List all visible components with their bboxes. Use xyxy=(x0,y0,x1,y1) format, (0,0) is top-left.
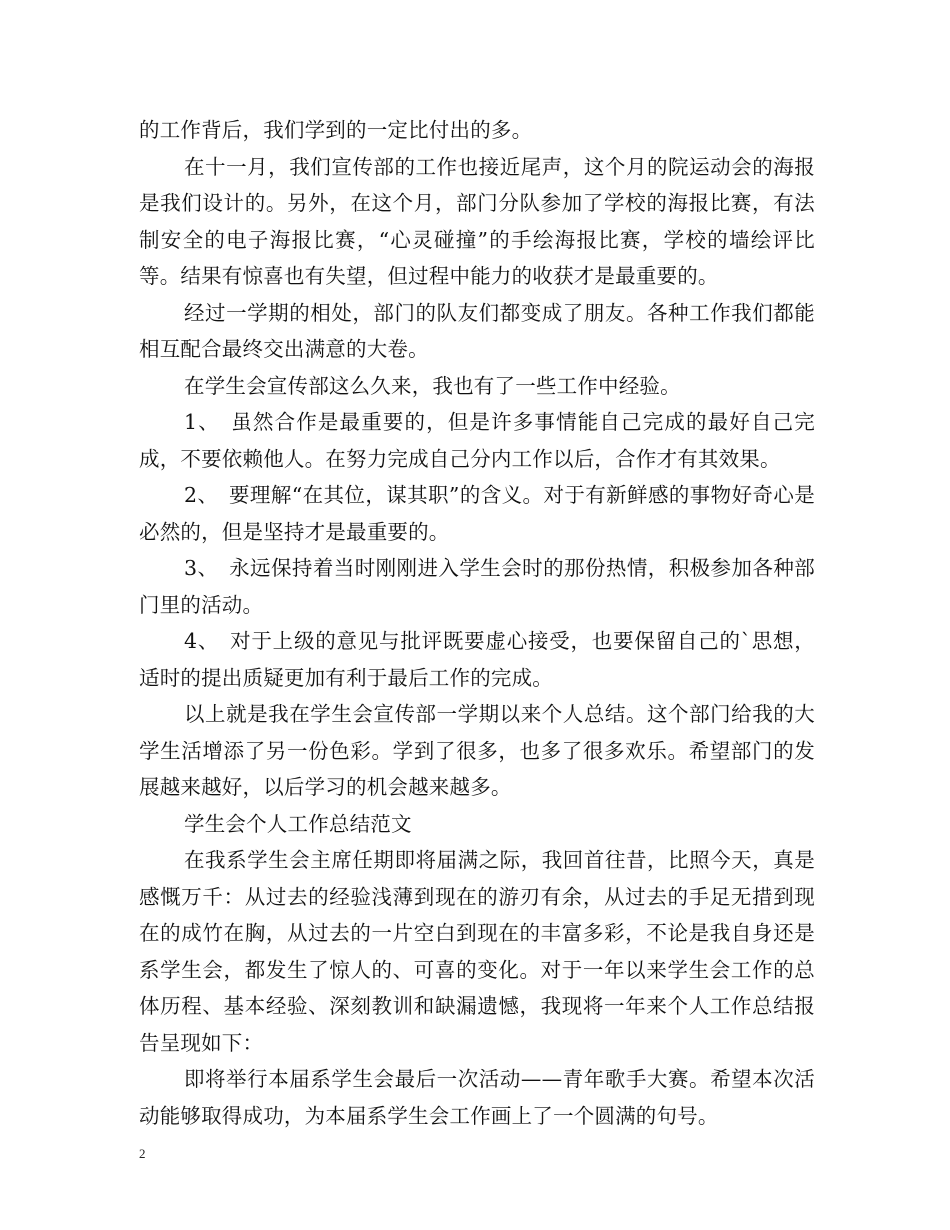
paragraph: 即将举行本届系学生会最后一次活动——青年歌手大赛。希望本次活动能够取得成功，为本届系学生会工作画上了一个圆满的句号。 xyxy=(139,1067,815,1128)
paragraph: 的工作背后，我们学到的一定比付出的多。 xyxy=(139,118,533,142)
page-number: 2 xyxy=(139,1146,146,1161)
section-heading: 学生会个人工作总结范文 xyxy=(184,811,412,836)
list-item: 4、 对于上级的意见与批评既要虚心接受，也要保留自己的`思想，适时的提出质疑更加有利于最后工作的完成。 xyxy=(139,629,815,690)
paragraph: 在我系学生会主席任期即将届满之际，我回首往昔，比照今天，真是感慨万千：从过去的经验浅薄到现在的游刃有余，从过去的手足无措到现在的成竹在胸，从过去的一片空白到现在的丰富多彩，不论是我自身还是系学生会，都发生了惊人的、可喜的变化。对于一年以来学生会工作的总体历程、基本经验、深刻教训和缺漏遗憾，我现将一年来个人工作总结报告呈现如下： xyxy=(139,848,815,1055)
list-item: 3、 永远保持着当时刚刚进入学生会时的那份热情，积极参加各种部门里的活动。 xyxy=(139,556,815,617)
paragraph: 以上就是我在学生会宣传部一学期以来个人总结。这个部门给我的大学生活增添了另一份色彩。学到了很多，也多了很多欢乐。希望部门的发展越来越好，以后学习的机会越来越多。 xyxy=(139,702,815,799)
list-item: 1、 虽然合作是最重要的，但是许多事情能自己完成的最好自己完成，不要依赖他人。在努力完成自己分内工作以后，合作才有其效果。 xyxy=(139,410,815,471)
paragraph: 在学生会宣传部这么久来，我也有了一些工作中经验。 xyxy=(184,373,681,398)
document-body xyxy=(139,112,815,1134)
list-item: 2、 要理解“在其位，谋其职”的含义。对于有新鲜感的事物好奇心是必然的，但是坚持才是最重要的。 xyxy=(139,483,815,544)
paragraph: 在十一月，我们宣传部的工作也接近尾声，这个月的院运动会的海报是我们设计的。另外，在这个月，部门分队参加了学校的海报比赛，有法制安全的电子海报比赛，“心灵碰撞”的手绘海报比赛，学校的墙绘评比等。结果有惊喜也有失望，但过程中能力的收获才是最重要的。 xyxy=(139,154,815,288)
paragraph: 经过一学期的相处，部门的队友们都变成了朋友。各种工作我们都能相互配合最终交出满意的大卷。 xyxy=(139,300,815,361)
